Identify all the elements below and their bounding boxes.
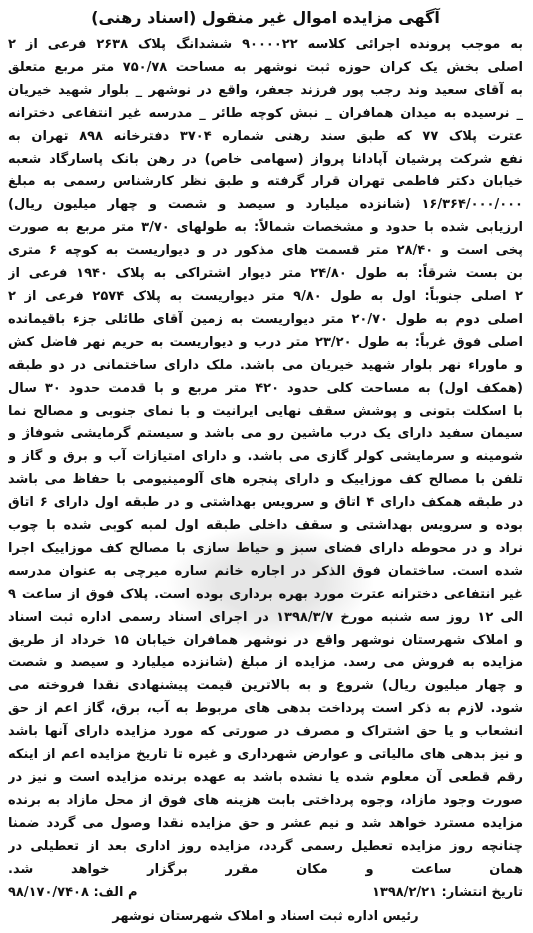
notice-line: عترت پلاک ۷۷ که طبق سند رهنی شماره ۳۷۰۴ دفترخانه ۸۹۸ تهران به xyxy=(8,128,523,144)
notice-line: شده است. ساختمان فوق الذکر در اجاره خانم ساره میرچی به عنوان مدرسه xyxy=(8,563,523,579)
notice-line: مزایده به فروش می رسد. مزایده از مبلغ (شانزده میلیارد و سیصد و شصت xyxy=(8,655,523,671)
notice-line: غیر انتفاعی دخترانه عترت مورد بهره برداری بوده است. پلاک فوق از ساعت ۹ xyxy=(8,586,523,602)
notice-line: ۲ اصلی جنوباً: اول به طول ۹/۸۰ متر دیواریست به پلاک ۲۵۷۴ فرعی از ۲ xyxy=(8,288,523,304)
notice-line: (همکف اول) به مساحت کلی حدود ۴۲۰ متر مربع و با قدمت حدود ۳۰ سال xyxy=(8,380,523,396)
notice-line: سیمان سفید دارای یک درب ماشین رو می باشد و سیستم گرمایشی شوفاژ و xyxy=(8,426,523,442)
notice-body xyxy=(8,34,523,882)
notice-line: و ماوراء نهر بلوار شهید خیریان می باشد. ملک دارای ساختمانی در دو طبقه xyxy=(8,357,523,373)
notice-line: در طبقه همکف دارای ۴ اتاق و سرویس بهداشتی و در طبقه اول دارای ۶ اتاق xyxy=(8,495,523,511)
notice-line: انشعاب و یا حق اشتراک و مصرف در صورتی که مورد مزایده دارای آنها باشد xyxy=(8,724,523,740)
notice-line: نفع شرکت پرشیان آپادانا پرواز (سهامی خاص) در رهن بانک پاسارگاد شعبه xyxy=(8,151,523,167)
notice-line: پخی است و ۲۸/۴۰ متر قسمت های مذکور در و دیواریست به کوچه ۶ متری xyxy=(8,243,523,259)
notice-line: و املاک شهرستان نوشهر واقع در نوشهر همافران خیابان ۱۵ خرداد از طریق xyxy=(8,632,523,648)
notice-line: خیابان دکتر فاطمی تهران قرار گرفته و طبق نظر کارشناس رسمی به مبلغ xyxy=(8,174,523,190)
notice-line: ارزیابی شده با حدود و مشخصات شمالاً: به طولهای ۳/۷۰ متر مربع به صورت xyxy=(8,220,523,236)
notice-line: بوده و سرویس بهداشتی و سقف داخلی طبقه اول لمبه کوبی شده با چوب xyxy=(8,518,523,534)
notice-line: تلفن با مصالح کف موزاییک و دارای پنجره های آلومینیومی با حفاظ می باشد xyxy=(8,472,523,488)
notice-line: اصلی بخش یک کران حوزه ثبت نوشهر به مساحت ۷۵۰/۷۸ متر مربع متعلق xyxy=(8,59,523,75)
notice-line: بن بست شرقاً: به طول ۲۴/۸۰ متر دیوار اشتراکی به پلاک ۱۹۴۰ فرعی از xyxy=(8,266,523,282)
notice-line: و نیز بدهی های مالیاتی و عوارض شهرداری و غیره تا تاریخ مزایده اعم از اینکه xyxy=(8,747,523,763)
notice-line: به آقای سعید وند رجب پور فرزند جعفر، واقع در نوشهر _ بلوار شهید خیریان xyxy=(8,82,523,98)
notice-line: مزایده مسترد خواهد شد و نیم عشر و حق مزایده نقدا وصول می گردد ضمنا xyxy=(8,815,523,831)
notice-footer xyxy=(8,882,523,904)
notice-line: رقم قطعی آن معلوم شده یا نشده باشد به عهده برنده مزایده است و نیز در xyxy=(8,770,523,785)
notice-line: به موجب پرونده اجرائی کلاسه ۹۰۰۰۰۲۲ ششدانگ پلاک ۲۶۳۸ فرعی از ۲ xyxy=(8,37,523,52)
signature-line: رئیس اداره ثبت اسناد و املاک شهرستان نوشهر xyxy=(112,908,419,924)
notice-line: نراد و در محوطه دارای فضای سبز و حیاط سازی با مصالح کف موزاییک اجرا xyxy=(8,540,523,556)
notice-line: شود. لازم به ذکر است پرداخت بدهی های مربوط به آب، برق، گاز اعم از حق xyxy=(8,701,523,717)
notice-line: همان ساعت و مکان مقرر برگزار خواهد شد. xyxy=(8,861,523,877)
notice-line: شومینه و سرمایشی کولر گازی می باشد. و دارای امتیازات آب و برق و گاز و xyxy=(8,449,523,465)
notice-line: اصلی دوم به طول ۲۰/۷۰ متر دیواریست به زمین آقای طائلی جزء باقیمانده xyxy=(8,311,523,327)
reference-number: م الف: ۹۸/۱۷۰/۷۴۰۸ xyxy=(8,884,138,900)
notice-line: اصلی فوق غرباً: به طول ۲۳/۲۰ متر درب و دیواریست به حریم نهر فاضل کش xyxy=(8,334,523,350)
notice-line: صورت وجود مازاد، وجوه پرداختی بابت هزینه های فوق از محل مازاد به برنده xyxy=(8,792,523,808)
notice-title: آگهی مزایده اموال غیر منقول (اسناد رهنی) xyxy=(91,8,440,27)
notice-line: و چهار میلیون ریال) شروع و به بالاترین قیمت پیشنهادی نقدا فروخته می xyxy=(8,678,523,694)
notice-line: با اسکلت بتونی و پوشش سقف نهایی ایرانیت و با نمای جنوبی و مصالح نما xyxy=(8,403,523,419)
notice-line: ۱۶/۳۶۴/۰۰۰/۰۰۰ (شانزده میلیارد و سیصد و شصت و چهار میلیون ریال) xyxy=(8,197,523,213)
notice-line: چنانچه روز مزایده تعطیل رسمی گردد، مزایده روز اداری بعد از تعطیلی در xyxy=(8,838,523,854)
notice-line: _ نرسیده به میدان همافران _ نبش کوچه طائر _ مدرسه غیر انتفاعی دخترانه xyxy=(8,105,523,121)
publish-date: تاریخ انتشار: ۱۳۹۸/۲/۲۱ xyxy=(371,884,523,900)
notice-line: الی ۱۲ روز سه شنبه مورخ ۱۳۹۸/۳/۷ در اجرای اسناد رسمی اداره ثبت اسناد xyxy=(8,609,523,625)
